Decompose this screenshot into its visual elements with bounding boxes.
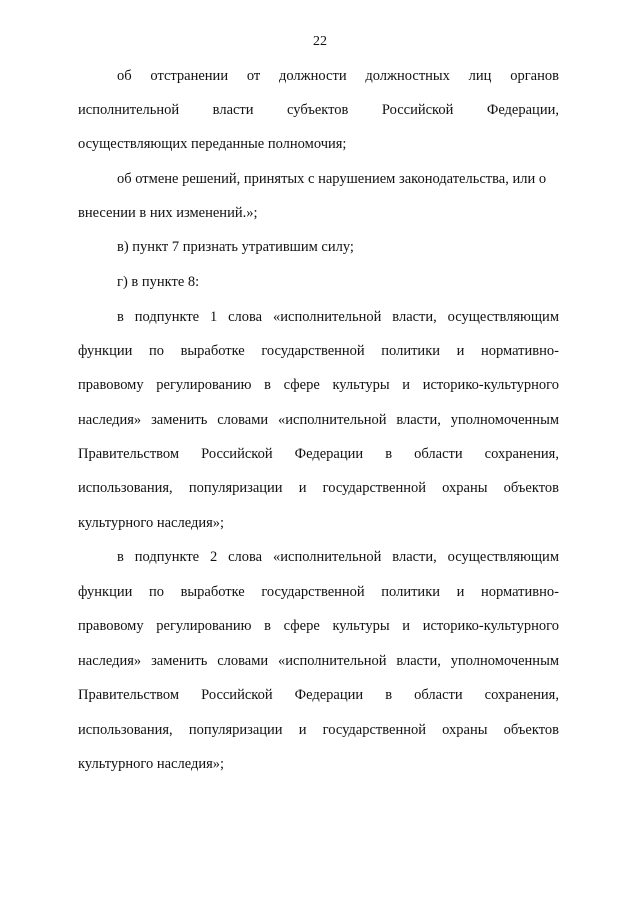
word: и: [456, 584, 465, 600]
word: государственной: [322, 722, 426, 738]
word: Федерации: [294, 687, 364, 703]
word: власти: [212, 102, 254, 118]
word: охраны: [442, 722, 488, 738]
word: политики: [381, 584, 440, 600]
text-line: культурного наследия»;: [78, 515, 225, 531]
text-line: [78, 479, 559, 497]
word: лиц: [468, 68, 492, 84]
text-line: [117, 548, 559, 566]
text-line: [78, 101, 559, 119]
word: и: [298, 480, 307, 496]
word: регулированию: [156, 618, 252, 634]
word: политики: [381, 343, 440, 359]
text-line: [78, 686, 559, 704]
text-line: [117, 67, 559, 85]
word: осуществляющим: [447, 309, 559, 325]
word: наследия»: [78, 412, 142, 428]
word: слова: [228, 309, 263, 325]
word: сохранения,: [484, 687, 559, 703]
word: культуры: [332, 618, 390, 634]
text-line: в) пункт 7 признать утратившим силу;: [117, 239, 354, 255]
text-line: [78, 411, 559, 429]
text-line: [78, 617, 559, 635]
word: историко-культурного: [422, 618, 559, 634]
word: сфере: [283, 618, 320, 634]
word: охраны: [442, 480, 488, 496]
text-line: г) в пункте 8:: [117, 274, 200, 290]
word: «исполнительной: [278, 412, 387, 428]
word: культуры: [332, 377, 390, 393]
text-line: осуществляющих переданные полномочия;: [78, 136, 347, 152]
word: «исполнительной: [273, 309, 382, 325]
word: слова: [228, 549, 263, 565]
word: субъектов: [287, 102, 349, 118]
text-line: [117, 308, 559, 326]
word: сохранения,: [484, 446, 559, 462]
word: Правительством: [78, 446, 180, 462]
word: власти,: [392, 549, 437, 565]
word: объектов: [503, 480, 559, 496]
word: по: [148, 584, 164, 600]
text-line: [78, 583, 559, 601]
word: в: [264, 377, 271, 393]
word: 1: [209, 309, 218, 325]
word: «исполнительной: [278, 653, 387, 669]
word: сфере: [283, 377, 320, 393]
word: использования,: [78, 722, 173, 738]
word: в: [385, 687, 393, 703]
word: регулированию: [156, 377, 252, 393]
word: власти,: [396, 412, 441, 428]
word: 2: [209, 549, 218, 565]
word: Российской: [201, 446, 273, 462]
word: словами: [217, 653, 269, 669]
text-line: внесении в них изменений.»;: [78, 205, 258, 221]
word: по: [148, 343, 164, 359]
word: выработке: [180, 343, 245, 359]
word: уполномоченным: [450, 653, 559, 669]
word: от: [246, 68, 261, 84]
word: подпункте: [134, 549, 200, 565]
text-line: [78, 376, 559, 394]
word: должности: [278, 68, 347, 84]
word: заменить: [151, 412, 208, 428]
word: уполномоченным: [450, 412, 559, 428]
text-line: [78, 445, 559, 463]
word: использования,: [78, 480, 173, 496]
word: и: [402, 618, 411, 634]
word: и: [456, 343, 465, 359]
word: отстранении: [150, 68, 229, 84]
text-line: [78, 652, 559, 670]
text-line: об отмене решений, принятых с нарушением законодательства, или о: [117, 171, 547, 187]
text-line: [78, 342, 559, 360]
word: исполнительной: [78, 102, 180, 118]
word: нормативно-: [480, 343, 559, 359]
word: государственной: [261, 584, 365, 600]
word: правовому: [78, 618, 144, 634]
word: власти,: [392, 309, 437, 325]
word: Российской: [201, 687, 273, 703]
word: наследия»: [78, 653, 142, 669]
word: Федерации: [294, 446, 364, 462]
word: правовому: [78, 377, 144, 393]
word: Российской: [381, 102, 454, 118]
word: государственной: [322, 480, 426, 496]
text-line: [78, 721, 559, 739]
word: заменить: [151, 653, 208, 669]
word: области: [414, 446, 463, 462]
word: Правительством: [78, 687, 180, 703]
word: области: [414, 687, 463, 703]
word: и: [298, 722, 307, 738]
text-line: культурного наследия»;: [78, 756, 225, 772]
word: в: [117, 309, 124, 325]
word: нормативно-: [480, 584, 559, 600]
word: государственной: [261, 343, 365, 359]
word: историко-культурного: [422, 377, 559, 393]
word: Федерации,: [486, 102, 559, 118]
word: власти,: [396, 653, 441, 669]
word: должностных: [365, 68, 450, 84]
word: выработке: [180, 584, 245, 600]
word: объектов: [503, 722, 559, 738]
word: органов: [510, 68, 559, 84]
word: в: [264, 618, 271, 634]
word: в: [117, 549, 124, 565]
word: «исполнительной: [273, 549, 382, 565]
word: осуществляющим: [447, 549, 559, 565]
word: популяризации: [188, 722, 283, 738]
word: популяризации: [188, 480, 283, 496]
word: функции: [78, 343, 133, 359]
word: словами: [217, 412, 269, 428]
word: функции: [78, 584, 133, 600]
word: подпункте: [134, 309, 200, 325]
word: и: [402, 377, 411, 393]
word: в: [385, 446, 393, 462]
page-number: 22: [313, 34, 327, 49]
word: об: [117, 68, 132, 84]
